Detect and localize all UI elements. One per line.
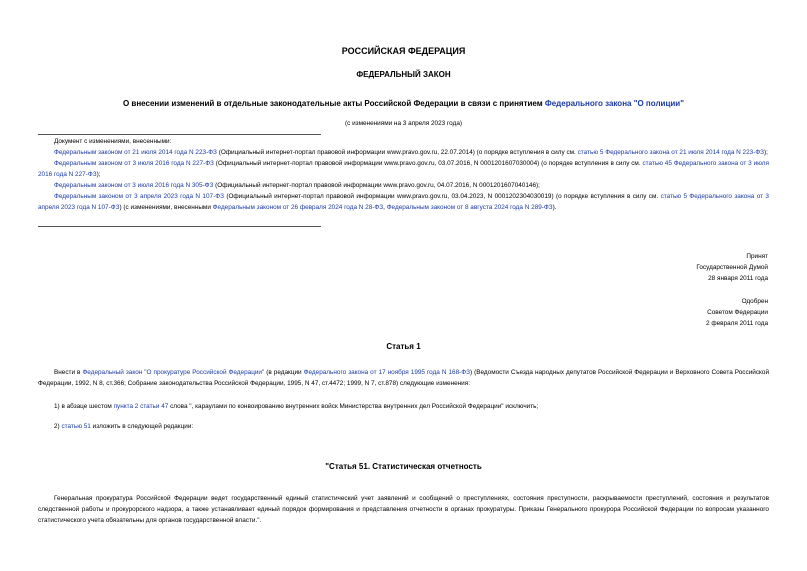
top-divider (38, 134, 321, 135)
change-item-2 (38, 158, 769, 180)
change-text: ). (552, 204, 557, 211)
document-type-heading: ФЕДЕРАЛЬНЫЙ ЗАКОН (356, 70, 451, 79)
change-link-289fz[interactable]: Федеральным законом от 8 августа 2024 года N 289-ФЗ (386, 204, 553, 211)
adoption-block (548, 251, 768, 329)
country-heading: РОССИЙСКАЯ ФЕДЕРАЦИЯ (341, 46, 466, 56)
article-47-link[interactable]: пункта 2 статьи 47 (113, 403, 169, 410)
change-link-305fz[interactable]: Федеральным законом от 3 июля 2016 года N 305-ФЗ (54, 182, 214, 189)
paragraph-text: ) (Ведомости Съезда народных депутатов Российской Федерации и Верховного Совета Российской Федерации, 1992, N 8, ст.366; Собрание законодательства Российской Федерации, 1995, N 47, ст.4472; 1999, N 7, ст.878) следующие изменения: (38, 369, 770, 387)
change-text: , (383, 204, 387, 211)
article-1-item-1 (54, 401, 769, 412)
accepted-label: Принят (746, 253, 768, 260)
change-link-223fz-art5[interactable]: статью 5 Федерального закона от 21 июля 2014 года N 223-ФЗ (577, 149, 765, 156)
changes-intro: Документ с изменениями, внесенными: (54, 138, 172, 145)
article-1-heading: Статья 1 (386, 342, 421, 351)
change-link-223fz[interactable]: Федеральным законом от 21 июля 2014 года N 223-ФЗ (54, 149, 217, 156)
article-1-item-2 (54, 421, 769, 432)
change-text: ); (764, 149, 768, 156)
article-1-paragraph-1 (38, 367, 769, 389)
title-text: О внесении изменений в отдельные законодательные акты Российской Федерации в связи с принятием (122, 99, 545, 108)
change-text: (Официальный интернет-портал правовой информации www.pravo.gov.ru, 22.07.2014) (о порядке вступления в силу см. (216, 149, 578, 156)
change-item-4 (38, 191, 769, 213)
change-text: (Официальный интернет-портал правовой информации www.pravo.gov.ru, 04.07.2016, N 0001201607040146); (213, 182, 540, 189)
change-item-3 (38, 180, 769, 191)
accepted-date: 28 января 2011 года (708, 275, 768, 282)
approved-by: Советом Федерации (707, 309, 768, 316)
change-text: (Официальный интернет-портал правовой информации www.pravo.gov.ru, 03.04.2023, N 0001202304030019) (о порядке вступления в силу см. (223, 193, 661, 200)
article-51-heading: "Статья 51. Статистическая отчетность (325, 462, 482, 471)
document-title (0, 99, 807, 108)
law-168fz-link[interactable]: Федерального закона от 17 ноября 1995 года N 168-ФЗ (303, 369, 470, 376)
changes-block (38, 136, 769, 213)
paragraph-text: 1) в абзаце шестом (54, 403, 114, 410)
paragraph-text: 2) (54, 423, 62, 430)
change-item-1 (38, 147, 769, 158)
change-link-107fz[interactable]: Федеральным законом от 3 апреля 2023 года N 107-ФЗ (54, 193, 224, 200)
paragraph-text: изложить в следующей редакции: (90, 423, 194, 430)
approved-date: 2 февраля 2011 года (705, 320, 768, 327)
article-51-body: Генеральная прокуратура Российской Федерации ведет государственный единый статистический учет заявлений и сообщений о преступлениях, состояния преступности, раскрываемости преступлений, состояния и результатов следственной работы и прокурорского надзора, а также устанавливает единый порядок формирования и представления отчетности в органах прокуратуры. Приказы Генерального прокурора Российской Федерации по вопросам указанного статистического учета обязательны для органов государственной власти.". (38, 495, 769, 524)
paragraph-text: (в редакции (264, 369, 304, 376)
bottom-divider (38, 226, 321, 227)
change-link-107fz-art5[interactable]: статью 5 Федерального закона от 3 апреля 2023 года N 107-ФЗ (38, 193, 769, 211)
accepted-by: Государственной Думой (696, 264, 768, 271)
paragraph-text: слова ", караулами по конвоированию внутренних войск Министерства внутренних дел Российской Федерации" исключить; (168, 403, 539, 410)
change-text: ) (с изменениями, внесенными (119, 204, 213, 211)
change-link-227fz-art45[interactable]: статью 45 Федерального закона от 3 июля 2016 года N 227-ФЗ (38, 160, 769, 178)
change-link-227fz[interactable]: Федеральным законом от 3 июля 2016 года N 227-ФЗ (54, 160, 214, 167)
revision-note: (с изменениями на 3 апреля 2023 года) (345, 120, 462, 127)
change-text: ); (96, 171, 101, 178)
article-51-link[interactable]: статью 51 (61, 423, 91, 430)
change-text: (Официальный интернет-портал правовой информации www.pravo.gov.ru, 03.07.2016, N 0001201607030004) (о порядке вступления в силу см. (213, 160, 643, 167)
title-link-police-law[interactable]: Федерального закона "О полиции" (544, 99, 684, 108)
prosecution-law-link[interactable]: Федеральный закон "О прокуратуре Российской Федерации" (82, 369, 265, 376)
paragraph-text: Внести в (54, 369, 83, 376)
change-link-28fz[interactable]: Федеральным законом от 26 февраля 2024 года N 28-ФЗ (212, 204, 384, 211)
approved-label: Одобрен (741, 298, 768, 305)
